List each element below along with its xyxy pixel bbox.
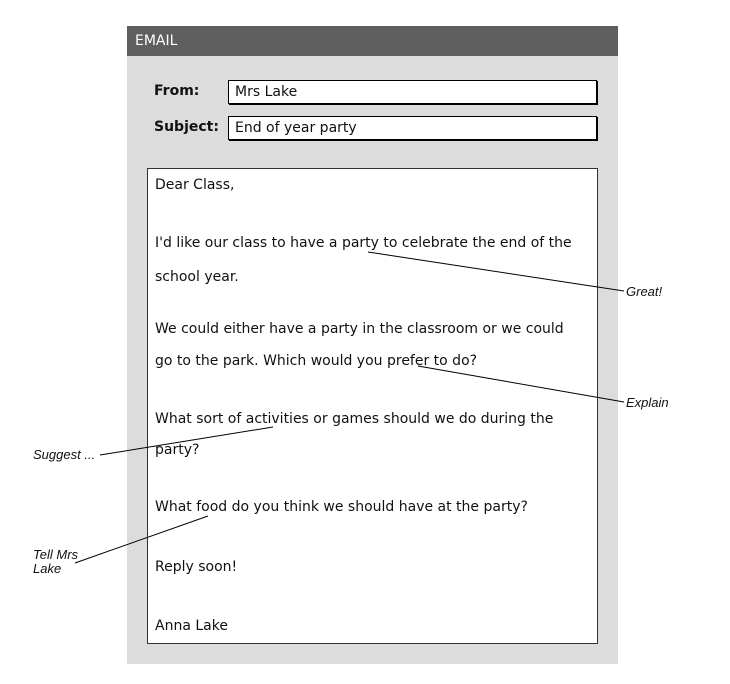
leader-tell xyxy=(75,516,208,563)
paragraph-1-line-1: I'd like our class to have a party to celebrate the end of the xyxy=(155,235,572,251)
subject-field[interactable]: End of year party xyxy=(228,116,597,140)
paragraph-3-line-1: What sort of activities or games should we do during the xyxy=(155,411,554,427)
paragraph-2-line-2: go to the park. Which would you prefer to do? xyxy=(155,353,478,369)
paragraph-4: What food do you think we should have at the party? xyxy=(155,499,528,515)
annotation-suggest: Suggest ... xyxy=(33,447,96,462)
annotation-tell-line-1: Tell Mrs xyxy=(33,547,79,562)
closing-text: Reply soon! xyxy=(155,559,238,575)
leader-great xyxy=(368,252,624,291)
greeting-text: Dear Class, xyxy=(155,177,235,193)
subject-label: Subject: xyxy=(154,119,219,135)
paragraph-2-line-1: We could either have a party in the classroom or we could xyxy=(155,321,564,337)
paragraph-3-line-2: party? xyxy=(155,442,200,458)
window-title: EMAIL xyxy=(127,26,618,56)
annotation-great: Great! xyxy=(626,284,663,299)
annotation-explain: Explain xyxy=(626,395,669,410)
paragraph-1-line-2: school year. xyxy=(155,269,239,285)
annotation-tell-line-2: Lake xyxy=(33,561,62,576)
leader-explain xyxy=(418,366,624,402)
signature-text: Anna Lake xyxy=(155,618,228,634)
from-field[interactable]: Mrs Lake xyxy=(228,80,597,104)
from-label: From: xyxy=(154,83,200,99)
leader-suggest xyxy=(100,427,273,455)
